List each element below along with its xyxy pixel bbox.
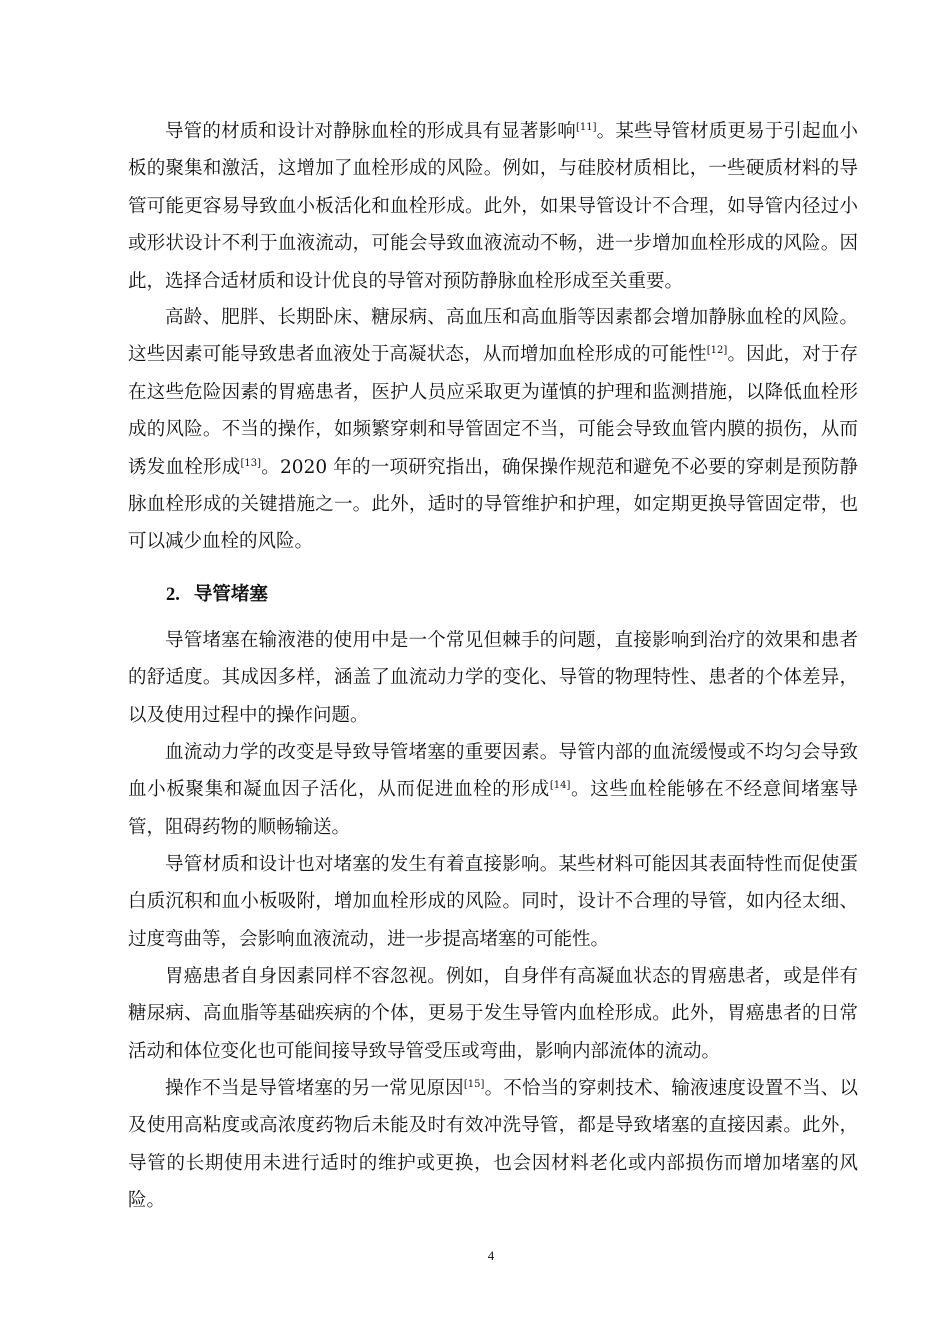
paragraph-patient-factors: 胃癌患者自身因素同样不容忽视。例如，自身伴有高凝血状态的胃癌患者，或是伴有糖尿病、高血脂等基础疾病的个体，更易于发生导管内血栓形成。此外，胃癌患者的日常活动和体位变化也可能间接导致导管受压或弯曲，影响内部流体的流动。	[128, 966, 858, 1062]
citation-13[interactable]: [13]	[240, 457, 262, 469]
paragraph-catheter-material: 导管的材质和设计对静脉血栓的形成具有显著影响[11]。某些导管材质更易于引起血小板的聚集和激活，这增加了血栓形成的风险。例如，与硅胶材质相比，一些硬质材料的导管可能更容易导致血小板活化和血栓形成。此外，如果导管设计不合理，如导管内径过小或形状设计不利于血液流动，可能会导致血液流动不畅，进一步增加血栓形成的风险。因此，选择合适材质和设计优良的导管对预防静脉血栓形成至关重要。	[128, 121, 858, 292]
section-title: 导管堵塞	[193, 584, 268, 605]
citation-11[interactable]: [11]	[575, 121, 597, 133]
section-number: 2.	[166, 585, 180, 605]
section-heading	[166, 576, 268, 614]
paragraph-occlusion-intro: 导管堵塞在输液港的使用中是一个常见但棘手的问题，直接影响到治疗的效果和患者的舒适度。其成因多样，涵盖了血流动力学的变化、导管的物理特性、患者的个体差异，以及使用过程中的操作问题。	[128, 630, 858, 726]
citation-15[interactable]: [15]	[463, 1078, 485, 1090]
paragraph-hemodynamics: 血流动力学的改变是导致导管堵塞的重要因素。导管内部的血流缓慢或不均匀会导致血小板聚集和凝血因子活化，从而促进血栓的形成[14]。这些血栓能够在不经意间堵塞导管，阻碍药物的顺畅输送。	[128, 742, 858, 838]
paragraph-improper-operation: 操作不当是导管堵塞的另一常见原因[15]。不恰当的穿刺技术、输液速度设置不当、以及使用高粘度或高浓度药物后未能及时有效冲洗导管，都是导致堵塞的直接因素。此外，导管的长期使用未进行适时的维护或更换，也会因材料老化或内部损伤而增加堵塞的风险。	[128, 1078, 858, 1212]
paragraph-risk-factors: 高龄、肥胖、长期卧床、糖尿病、高血压和高血脂等因素都会增加静脉血栓的风险。这些因素可能导致患者血液处于高凝状态，从而增加血栓形成的可能性[12]。因此，对于存在这些危险因素的胃癌患者，医护人员应采取更为谨慎的护理和监测措施，以降低血栓形成的风险。不当的操作，如频繁穿刺和导管固定不当，可能会导致血管内膜的损伤，从而诱发血栓形成[13]。2020 年的一项研究指出，确保操作规范和避免不必要的穿刺是预防静脉血栓形成的关键措施之一。此外，适时的导管维护和护理，如定期更换导管固定带，也可以减少血栓的风险。	[128, 307, 858, 553]
page-number: 4	[487, 1248, 495, 1263]
citation-12[interactable]: [12]	[706, 345, 728, 357]
citation-14[interactable]: [14]	[549, 780, 571, 792]
paragraph-material-design: 导管材质和设计也对堵塞的发生有着直接影响。某些材料可能因其表面特性而促使蛋白质沉积和血小板吸附，增加血栓形成的风险。同时，设计不合理的导管，如内径太细、过度弯曲等，会影响血液流动，进一步提高堵塞的可能性。	[128, 854, 858, 950]
